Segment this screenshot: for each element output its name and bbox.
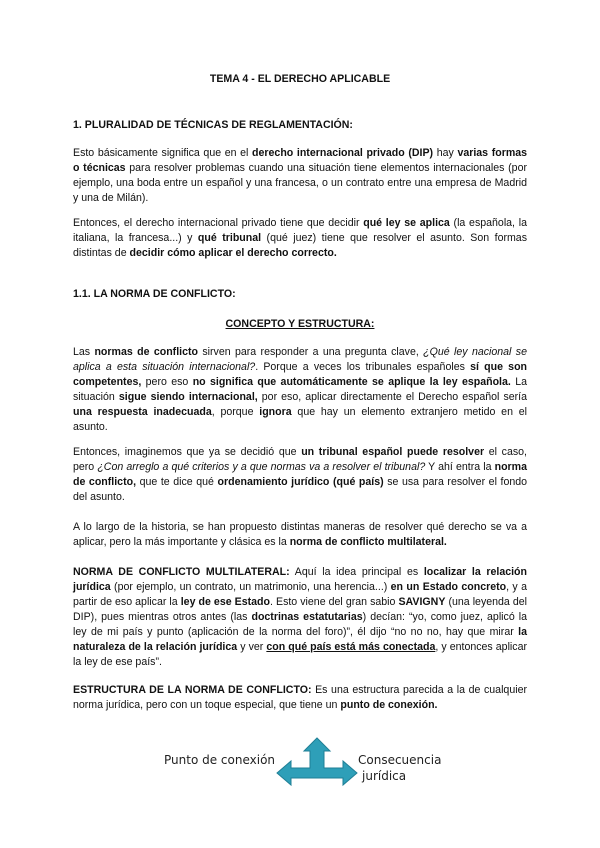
paragraph-1: Esto básicamente significa que en el derecho internacional privado (DIP) hay varias formas o técnicas para resolver problemas cuando una situación tiene elementos internacionales (por ejemplo, una boda entre un español y una francesa, o un contrato entre una empresa de Madrid y una de Milán).: [73, 147, 528, 204]
diagram-right-label-line2: jurídica: [362, 769, 407, 783]
paragraph-6: NORMA DE CONFLICTO MULTILATERAL: Aquí la idea principal es localizar la relación jurídica (por ejemplo, un contrato, un matrimonio, una herencia...) en un Estado concreto, y a partir de eso aplicar la ley de ese Estado. Esto viene del gran sabio SAVIGNY (una leyenda del DIP), pues mientras otros antes (las doctrinas estatutarias) decían: “yo, como juez, aplicó la ley de mi país y punto (aplicación de la norma del foro)”, él dijo “no no no, hay que mirar la naturaleza de la relación jurídica y ver con qué país está más conectada, y entonces aplicar la ley de ese país”.: [73, 566, 528, 668]
diagram-right-label-line1: Consecuencia: [358, 753, 442, 767]
three-way-arrow-icon: [275, 735, 359, 791]
paragraph-5: A lo largo de la historia, se han propuesto distintas maneras de resolver qué derecho se va a aplicar, pero la más importante y clásica es la norma de conflicto multilateral.: [73, 521, 527, 548]
connection-diagram: [160, 733, 460, 793]
paragraph-2: Entonces, el derecho internacional privado tiene que decidir qué ley se aplica (la española, la italiana, la francesa...) y qué tribunal (qué juez) tiene que resolver el asunto. Son formas distintas de decidir cómo aplicar el derecho correcto.: [73, 217, 528, 259]
section-1-1-heading: 1.1. LA NORMA DE CONFLICTO:: [73, 288, 236, 300]
subheading-concepto: CONCEPTO Y ESTRUCTURA:: [225, 318, 375, 330]
diagram-left-label: Punto de conexión: [164, 753, 276, 767]
paragraph-4: Entonces, imaginemos que ya se decidió que un tribunal español puede resolver el caso, pero ¿Con arreglo a qué criterios y a que normas va a resolver el tribunal? Y ahí entra la norma de conflicto, que te dice qué ordenamiento jurídico (qué país) se usa para resolver el fondo del asunto.: [73, 446, 528, 503]
paragraph-3: Las normas de conflicto sirven para responder a una pregunta clave, ¿Qué ley nacional se aplica a esta situación internacional?. Porque a veces los tribunales españoles sí que son competentes, pero eso no significa que automáticamente se aplique la ley española. La situación sigue siendo internacional, por eso, aplicar directamente el Derecho español sería una respuesta inadecuada, porque ignora que hay un elemento extranjero metido en el asunto.: [73, 346, 528, 433]
document-title: TEMA 4 - EL DERECHO APLICABLE: [209, 73, 391, 85]
paragraph-7: ESTRUCTURA DE LA NORMA DE CONFLICTO: Es una estructura parecida a la de cualquier norma jurídica, pero con un toque especial, que tiene un punto de conexión.: [73, 684, 527, 711]
section-1-heading: 1. PLURALIDAD DE TÉCNICAS DE REGLAMENTACIÓN:: [73, 119, 353, 131]
